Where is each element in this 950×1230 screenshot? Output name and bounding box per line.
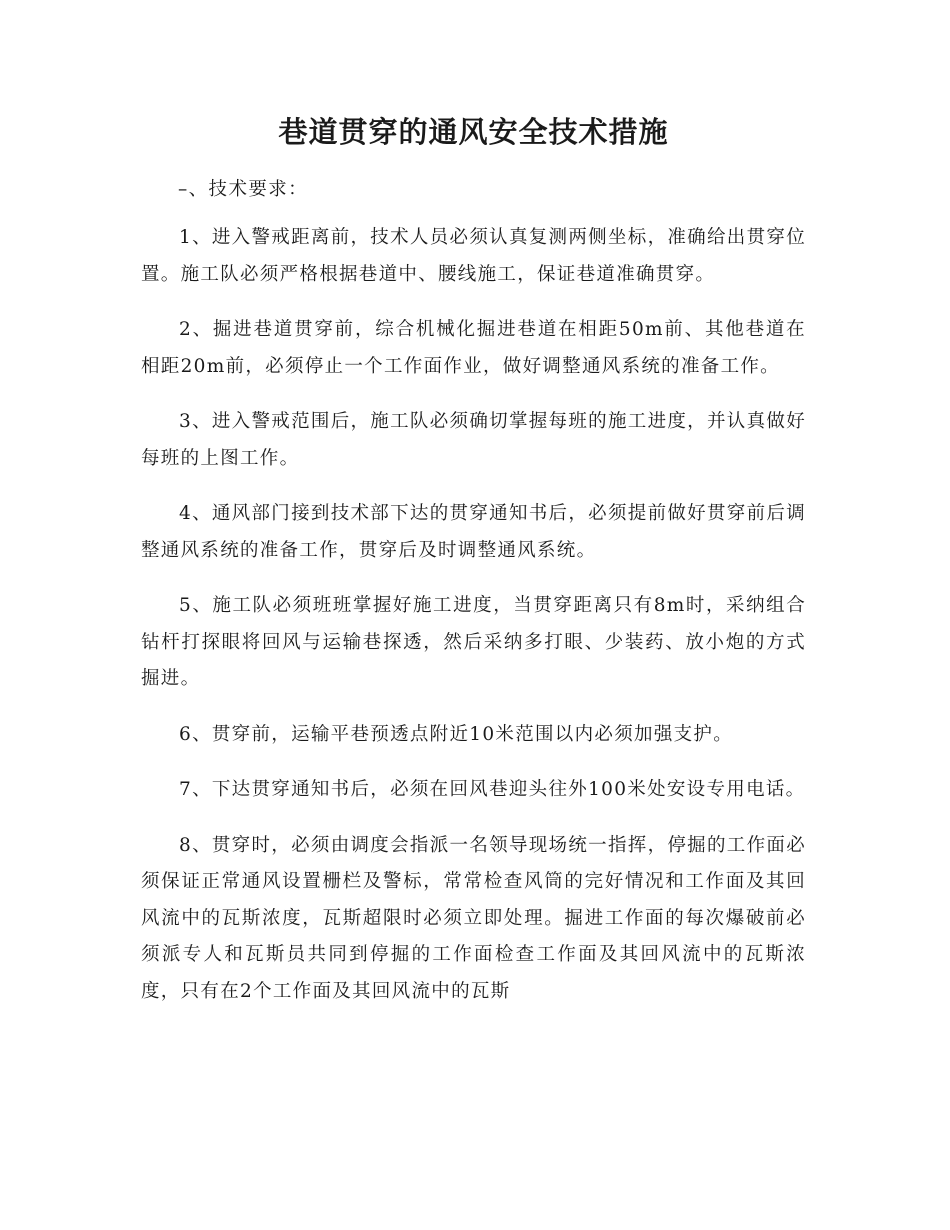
paragraph-8: 8、贯穿时，必须由调度会指派一名领导现场统一指挥，停掘的工作面必须保证正常通风设置栅栏及警标，常常检查风筒的完好情况和工作面及其回风流中的瓦斯浓度，瓦斯超限时必须立即处理。掘进工作面的每次爆破前必须派专人和瓦斯员共同到停掘的工作面检查工作面及其回风流中的瓦斯浓度，只有在2个工作面及其回风流中的瓦斯 bbox=[141, 834, 806, 1002]
paragraph-7: 7、下达贯穿通知书后，必须在回风巷迎头往外100米处安设专用电话。 bbox=[179, 779, 806, 800]
document-title: 巷道贯穿的通风安全技术措施 bbox=[278, 115, 669, 149]
paragraph-3: 3、进入警戒范围后，施工队必须确切掌握每班的施工进度，并认真做好每班的上图工作。 bbox=[141, 411, 806, 469]
paragraph-6: 6、贯穿前，运输平巷预透点附近10米范围以内必须加强支护。 bbox=[179, 723, 734, 745]
paragraph-5: 5、施工队必须班班掌握好施工进度，当贯穿距离只有8m时，采纳组合钻杆打探眼将回风与运输巷探透，然后采纳多打眼、少装药、放小炮的方式掘进。 bbox=[141, 595, 806, 689]
paragraph-2: 2、掘进巷道贯穿前，综合机械化掘进巷道在相距50m前、其他巷道在相距20m前，必须停止一个工作面作业，做好调整通风系统的准备工作。 bbox=[141, 319, 806, 377]
paragraph-4: 4、通风部门接到技术部下达的贯穿通知书后，必须提前做好贯穿前后调整通风系统的准备工作，贯穿后及时调整通风系统。 bbox=[141, 503, 806, 561]
paragraph-1: 1、进入警戒距离前，技术人员必须认真复测两侧坐标，准确给出贯穿位置。施工队必须严格根据巷道中、腰线施工，保证巷道准确贯穿。 bbox=[141, 227, 806, 285]
document-body bbox=[141, 220, 806, 1010]
section-heading: –、技术要求： bbox=[178, 179, 309, 200]
